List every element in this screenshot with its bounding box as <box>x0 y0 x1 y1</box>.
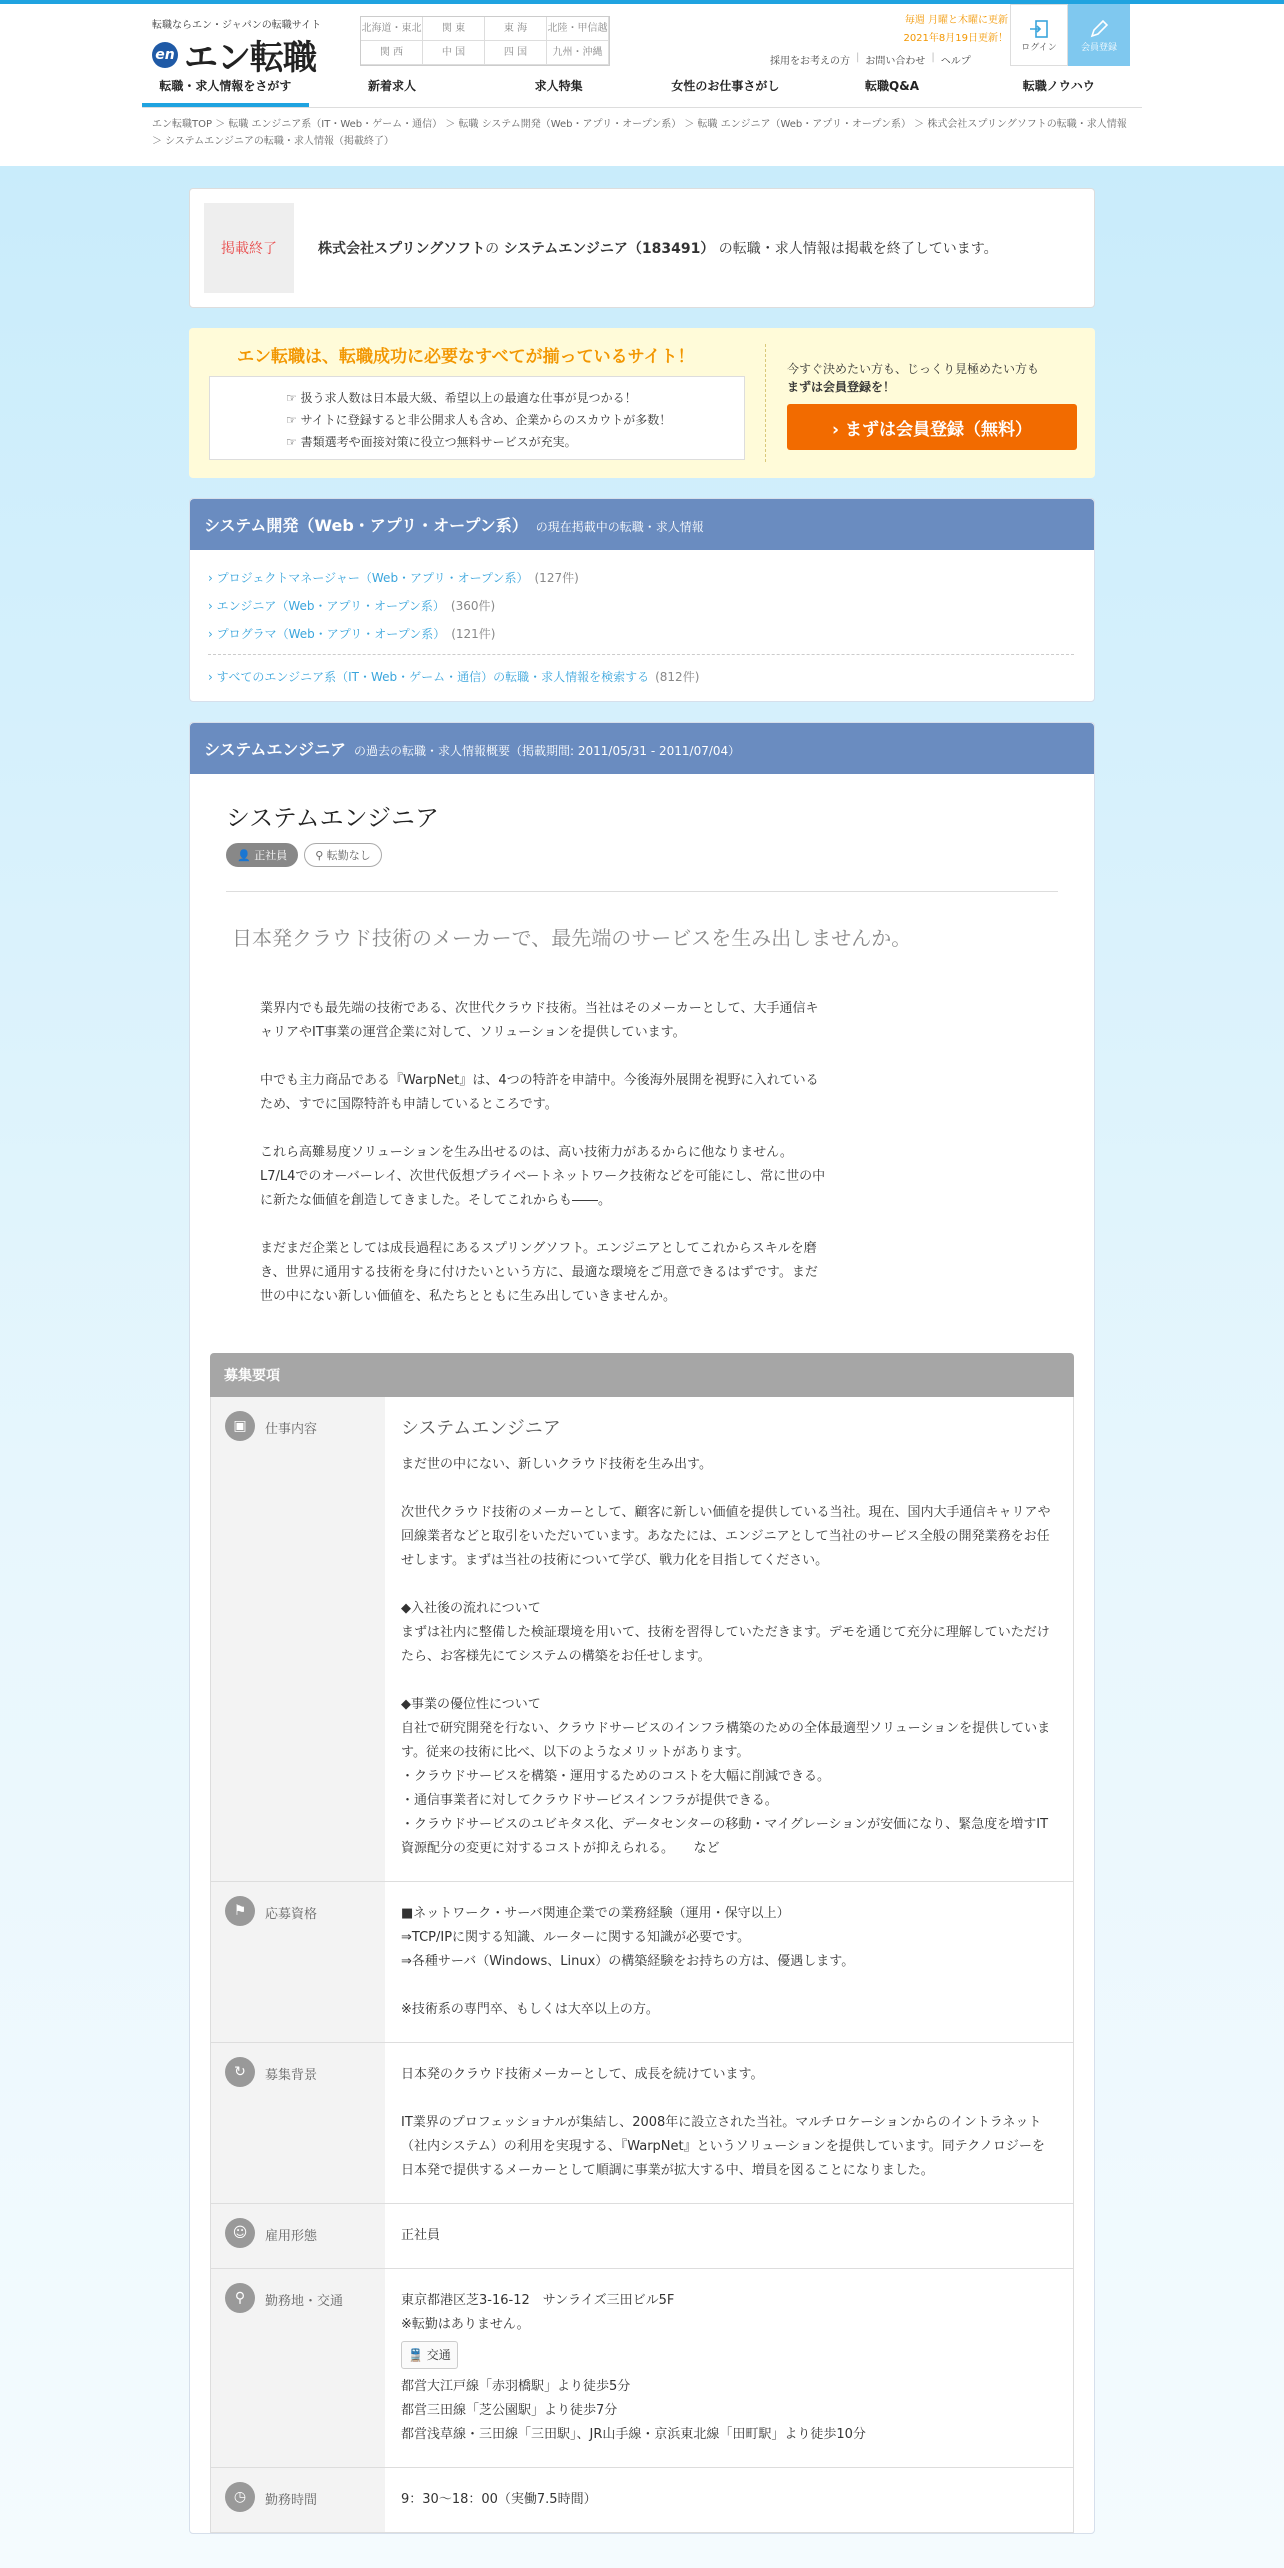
past-job-title: システムエンジニア <box>204 740 347 759</box>
loc-line: 都営浅草線・三田線「三田駅」、JR山手線・京浜東北線「田町駅」より徒歩10分 <box>401 2427 866 2442</box>
row-value <box>385 2043 1073 2203</box>
link-help[interactable]: ヘルプ <box>940 56 971 67</box>
row-value <box>385 1882 1073 2042</box>
table-row <box>210 1882 1074 2043</box>
work-title: システムエンジニア <box>401 1418 561 1439</box>
pencil-icon <box>1088 18 1110 40</box>
work-bullet: ・通信事業者に対してクラウドサービスインフラが提供できる。 <box>401 1793 778 1808</box>
row-value <box>385 1397 1073 1881</box>
job-count: (360件) <box>450 599 496 613</box>
past-job-header <box>190 723 1094 774</box>
row-label <box>211 1882 385 2042</box>
register-button[interactable] <box>1068 4 1130 66</box>
promo-item: ☞ 書類選考や面接対策に役立つ無料サービスが充実。 <box>286 431 744 453</box>
work-label: 仕事内容 <box>265 1422 318 1437</box>
briefcase-icon: ▣ <box>225 1411 255 1441</box>
logo-text: エン転職 <box>184 38 316 78</box>
promo-list <box>209 376 745 460</box>
current-jobs-header <box>190 499 1094 550</box>
loc-line: 都営大江戸線「赤羽橋駅」より徒歩5分 <box>401 2379 631 2394</box>
ended-message <box>318 238 998 258</box>
job-tags <box>226 843 1058 867</box>
loc-line: ※転勤はありません。 <box>401 2317 530 2332</box>
work-paragraph-3: 自社で研究開発を行ない、クラウドサービスのインフラ構築のための全体最適型ソリューションを提供しています。従来の技術に比べ、以下のようなメリットがあります。 <box>401 1721 1051 1760</box>
register-cta-button[interactable]: › まずは会員登録（無料） <box>787 404 1077 450</box>
requirements <box>210 1353 1074 2533</box>
employment-tag: 👤 正社員 <box>226 843 298 867</box>
search-all-link[interactable]: › すべてのエンジニア系（IT・Web・ゲーム・通信）の転職・求人情報を検索する <box>208 670 650 684</box>
bookmark-icon: ⚑ <box>225 1896 255 1926</box>
row-value: 9：30～18：00（実働7.5時間） <box>401 2492 597 2507</box>
ended-notice <box>189 188 1095 308</box>
past-job-panel <box>189 722 1095 2534</box>
past-job-sub: の過去の転職・求人情報概要（掲載期間: 2011/05/31 - 2011/07/04） <box>354 744 741 758</box>
search-all-row[interactable] <box>208 654 1074 691</box>
nav-search-jobs[interactable]: 転職・求人情報をさがす <box>142 68 309 107</box>
work-bullet: ・クラウドサービスのユビキタス化、データセンターの移動・マイグレーションが安価になり、緊急度を増すIT資源配分の変更に対するコストが抑えられる。 など <box>401 1817 1049 1856</box>
table-row <box>210 2269 1074 2468</box>
login-button[interactable] <box>1010 4 1068 66</box>
job-link[interactable]: › エンジニア（Web・アプリ・オープン系） <box>208 599 445 613</box>
promo-side-text <box>787 360 1039 396</box>
login-label: ログイン <box>1021 42 1057 53</box>
row-label <box>211 2043 385 2203</box>
table-row <box>210 2043 1074 2204</box>
area-kansai[interactable]: 関 西 <box>361 41 423 65</box>
person-icon: ☺ <box>225 2218 255 2248</box>
qual-label: 応募資格 <box>265 1907 318 1922</box>
work-bullet: ・クラウドサービスを構築・運用するためのコストを大幅に削減できる。 <box>401 1769 831 1784</box>
promo-item: ☞ サイトに登録すると非公開求人も含め、企業からのスカウトが多数！ <box>286 409 744 431</box>
link-recruiters[interactable]: 採用をお考えの方 <box>770 56 850 67</box>
row-value <box>385 2269 1073 2467</box>
promo-box <box>189 328 1095 478</box>
nav-knowhow[interactable]: 転職ノウハウ <box>1022 79 1095 93</box>
update-date: 2021年8月19日更新！ <box>903 33 1008 44</box>
bg-line: 日本発のクラウド技術メーカーとして、成長を続けています。 <box>401 2067 764 2082</box>
list-item[interactable] <box>208 592 1074 620</box>
desc-paragraph: 中でも主力商品である『WarpNet』は、4つの特許を申請中。今後海外展開を視野に入れているため、すでに国際特許も申請しているところです。 <box>260 1073 819 1112</box>
location-pin-icon: ⚲ <box>225 2283 255 2313</box>
current-jobs-links <box>190 550 1094 701</box>
work-lead: まだ世の中にない、新しいクラウド技術を生み出す。 <box>401 1457 712 1472</box>
area-selector <box>360 16 610 66</box>
nav-qa[interactable]: 転職Q&A <box>865 79 919 93</box>
emp-label: 雇用形態 <box>265 2229 318 2244</box>
table-row <box>210 2468 1074 2533</box>
area-hokuriku[interactable]: 北陸・甲信越 <box>547 17 609 41</box>
work-heading-2: ◆入社後の流れについて <box>401 1601 541 1616</box>
job-description <box>226 951 826 1309</box>
ended-job: システムエンジニア（183491） <box>503 241 715 257</box>
table-row <box>210 1397 1074 1882</box>
row-label <box>211 2269 385 2467</box>
update-notice <box>888 12 1008 48</box>
company-name: 株式会社スプリングソフト <box>318 241 486 257</box>
divider <box>765 344 766 462</box>
update-schedule: 毎週 月曜と木曜に更新 <box>904 15 1008 26</box>
clock-icon: ◷ <box>225 2482 255 2512</box>
search-all-count: (812件) <box>655 670 700 684</box>
desc-paragraph: まだまだ企業としては成長過程にあるスプリングソフト。エンジニアとしてこれからスキルを磨き、世界に通用する技術を身に付けたいという方に、最適な環境をご用意できるはずです。まだ世の中にない新しい価値を、私たちとともに生み出していきませんか。 <box>260 1241 818 1304</box>
loc-line: 東京都港区芝3-16-12 サンライズ三田ビル5F <box>401 2293 675 2308</box>
promo-side-1: 今すぐ決めたい方も、じっくり見極めたい方も <box>787 362 1040 376</box>
transfer-tag: ⚲ 転勤なし <box>304 843 382 867</box>
table-row <box>210 2204 1074 2269</box>
qual-line: ⇒各種サーバ（Windows、Linux）の構築経験をお持ちの方は、優遇します。 <box>401 1954 855 1969</box>
loc-line: 都営三田線「芝公園駅」より徒歩7分 <box>401 2403 618 2418</box>
requirements-header: 募集要項 <box>210 1353 1074 1397</box>
promo-title: エン転職は、転職成功に必要なすべてが揃っているサイト！ <box>237 347 695 367</box>
job-link[interactable]: › プロジェクトマネージャー（Web・アプリ・オープン系） <box>208 571 529 585</box>
desc-paragraph: 業界内でも最先端の技術である、次世代クラウド技術。当社はそのメーカーとして、大手通信キャリアやIT事業の運営企業に対して、ソリューションを提供しています。 <box>260 1001 819 1040</box>
en-logo-icon: en <box>152 42 178 68</box>
employment-tag-label: 正社員 <box>254 849 288 862</box>
work-paragraph-2: まずは社内に整備した検証環境を用いて、技術を習得していただきます。デモを通じて充分に理解していただけたら、お客様先にてシステムの構築をお任せします。 <box>401 1625 1050 1664</box>
row-value: 正社員 <box>401 2228 441 2243</box>
row-label <box>211 2468 385 2532</box>
job-title: システムエンジニア <box>226 804 439 832</box>
area-tokai[interactable]: 東 海 <box>485 17 547 41</box>
catch-copy: 日本発クラウド技術のメーカーで、最先端のサービスを生み出しませんか。 <box>226 891 1058 951</box>
register-label: 会員登録 <box>1080 42 1117 53</box>
job-count: (127件) <box>534 571 579 585</box>
work-paragraph-1: 次世代クラウド技術のメーカーとして、顧客に新しい価値を提供している当社。現在、国内大手通信キャリアや回線業者などと取引をいただいています。あなたには、エンジニアとして当社のサービス全般の開発業務をお任せします。まずは当社の技術について学び、戦力化を目指してください。 <box>401 1505 1051 1568</box>
promo-item: ☞ 扱う求人数は日本最大級、希望以上の最適な仕事が見つかる！ <box>286 387 744 409</box>
traffic-badge: 🚆 交通 <box>401 2341 458 2369</box>
work-heading-3: ◆事業の優位性について <box>401 1697 541 1712</box>
time-label: 勤務時間 <box>265 2493 318 2508</box>
area-kanto[interactable]: 関 東 <box>423 17 485 41</box>
transfer-tag-label: 転勤なし <box>326 849 371 862</box>
login-icon <box>1028 18 1050 40</box>
main-content <box>189 188 1095 2534</box>
refresh-icon: ↻ <box>225 2057 255 2087</box>
separator: | <box>931 52 935 63</box>
link-contact[interactable]: お問い合わせ <box>865 56 926 67</box>
traffic-label: 交通 <box>426 2348 451 2362</box>
job-summary <box>190 774 1094 1353</box>
loc-label: 勤務地・交通 <box>265 2294 344 2309</box>
nav-new-jobs[interactable]: 新着求人 <box>368 79 417 93</box>
site-header <box>142 4 1142 78</box>
ended-mid: の <box>485 241 504 257</box>
job-count: (121件) <box>451 627 496 641</box>
desc-paragraph: これら高難易度ソリューションを生み出せるのは、高い技術力があるからに他なりません。L7/L4でのオーバーレイ、次世代仮想プライベートネットワーク技術などを可能にし、常に世の中に新たな価値を創造してきました。そしてこれからも――。 <box>260 1145 826 1208</box>
job-link[interactable]: › プログラマ（Web・アプリ・オープン系） <box>208 627 446 641</box>
ended-tail: の転職・求人情報は掲載を終了しています。 <box>714 241 998 257</box>
area-hokkaido[interactable]: 北海道・東北 <box>361 17 423 41</box>
header-links <box>770 52 971 67</box>
nav-features[interactable]: 求人特集 <box>534 79 583 93</box>
current-jobs-title: システム開発（Web・アプリ・オープン系） <box>204 516 528 535</box>
list-item[interactable] <box>208 564 1074 592</box>
current-jobs-sub: の現在掲載中の転職・求人情報 <box>535 520 704 534</box>
nav-women[interactable]: 女性のお仕事さがし <box>671 79 780 93</box>
row-label <box>211 1397 385 1881</box>
area-shikoku[interactable]: 四 国 <box>485 41 547 65</box>
breadcrumb[interactable]: エン転職TOP ＞ 転職 エンジニア系（IT・Web・ゲーム・通信） ＞ 転職 システム開発（Web・アプリ・オープン系） ＞ 転職 エンジニア（Web・アプリ・オープン系） ＞ 株式会社スプリングソフトの転職・求人情報 ＞ システムエンジニアの転職・求人情報（掲載終了） <box>152 119 1127 147</box>
list-item[interactable] <box>208 620 1074 648</box>
ended-badge: 掲載終了 <box>204 203 294 293</box>
current-jobs-panel <box>189 498 1095 702</box>
tagline: 転職ならエン・ジャパンの転職サイト <box>152 20 322 31</box>
bg-line: IT業界のプロフェッショナルが集結し、2008年に設立された当社。マルチロケーションからのイントラネット（社内システム）の利用を実現する、『WarpNet』というソリューションを提供しています。同テクノロジーを日本発で提供するメーカーとして順調に事業が拡大する中、増員を図ることになりました。 <box>401 2115 1045 2178</box>
qual-line: ■ネットワーク・サーバ関連企業での業務経験（運用・保守以上） <box>401 1906 790 1921</box>
qual-line: ⇒TCP/IPに関する知識、ルーターに関する知識が必要です。 <box>401 1930 751 1945</box>
area-chugoku[interactable]: 中 国 <box>423 41 485 65</box>
area-kyushu[interactable]: 九州・沖縄 <box>547 41 609 65</box>
bg-label: 募集背景 <box>265 2068 318 2083</box>
promo-side-2: まずは会員登録を！ <box>787 380 896 394</box>
qual-line: ※技術系の専門卒、もしくは大卒以上の方。 <box>401 2002 659 2017</box>
site-logo[interactable] <box>152 30 316 79</box>
row-label <box>211 2204 385 2268</box>
separator: | <box>856 52 860 63</box>
